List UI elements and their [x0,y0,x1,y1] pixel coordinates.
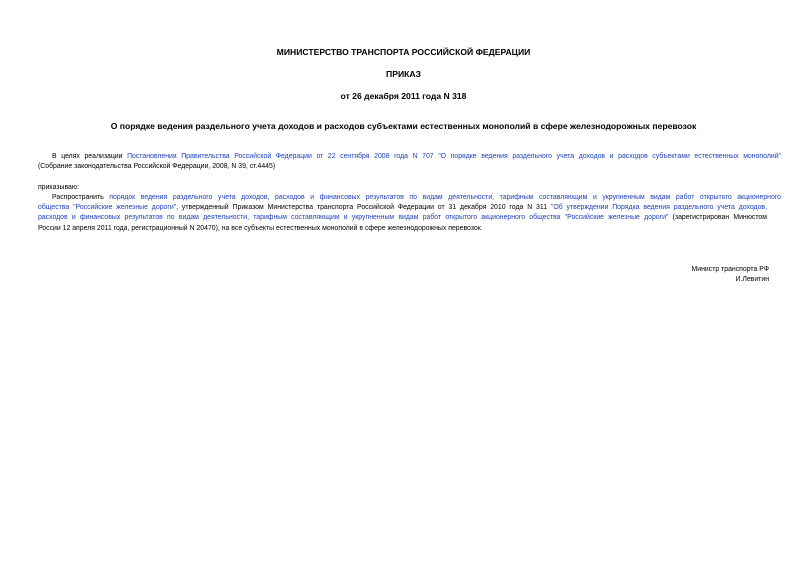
document-type-heading: ПРИКАЗ [386,69,421,79]
subject-heading: О порядке ведения раздельного учета доходов и расходов субъектами естественных монополий в сфере железнодорожных перевозок [110,121,697,131]
main-line-2-text: , утвержденный Приказом Министерства транспорта Российской Федерации от 31 декабря 2010 года N 311 [176,204,551,211]
main-lead-text: Распространить [52,194,110,201]
preamble-line-2: (Собрание законодательства Российской Федерации, 2008, N 39, ст.4445) [38,163,276,170]
government-decree-link[interactable]: Постановления Правительства Российской Федерации от 22 сентября 2008 года N 707 "О порядке ведения раздельного учета доходов и расходов субъектами естественных монополий" [127,153,782,160]
main-paragraph-line-3 [38,213,767,223]
main-paragraph-line-4: России 12 апреля 2011 года, регистрационный N 20470), на все субъекты естественных монополий в сфере железнодорожных перевозок. [38,225,483,232]
order-word: приказываю: [38,184,79,191]
signature-title: Министр транспорта РФ [691,266,769,273]
accounting-procedure-link-part-1[interactable]: порядок ведения раздельного учета доходов, расходов и финансовых результатов по видам деятельности, тарифным составляющим и укрупненным видам работ открытого акционерного [109,194,782,201]
order-311-link-part-1[interactable]: "Об утверждении Порядка ведения раздельного учета доходов, [550,204,767,211]
preamble-lead-text: В целях реализации [52,153,128,160]
ministry-heading: МИНИСТЕРСТВО ТРАНСПОРТА РОССИЙСКОЙ ФЕДЕРАЦИИ [276,47,531,57]
accounting-procedure-link-part-2[interactable]: общества "Российские железные дороги" [38,204,177,211]
date-number-heading: от 26 декабря 2011 года N 318 [340,91,467,101]
main-line-3-text: (зарегистрирован Минюстом [668,214,767,221]
main-paragraph-line-2 [38,203,767,213]
main-paragraph-line-1 [38,193,781,203]
order-311-link-part-2[interactable]: расходов и финансовых результатов по видам деятельности, тарифным составляющим и укрупненным видам работ открытого акционерного общества "Российские железные дороги" [38,214,669,221]
preamble-line-1 [38,152,781,162]
signature-name: И.Левитин [735,276,769,283]
